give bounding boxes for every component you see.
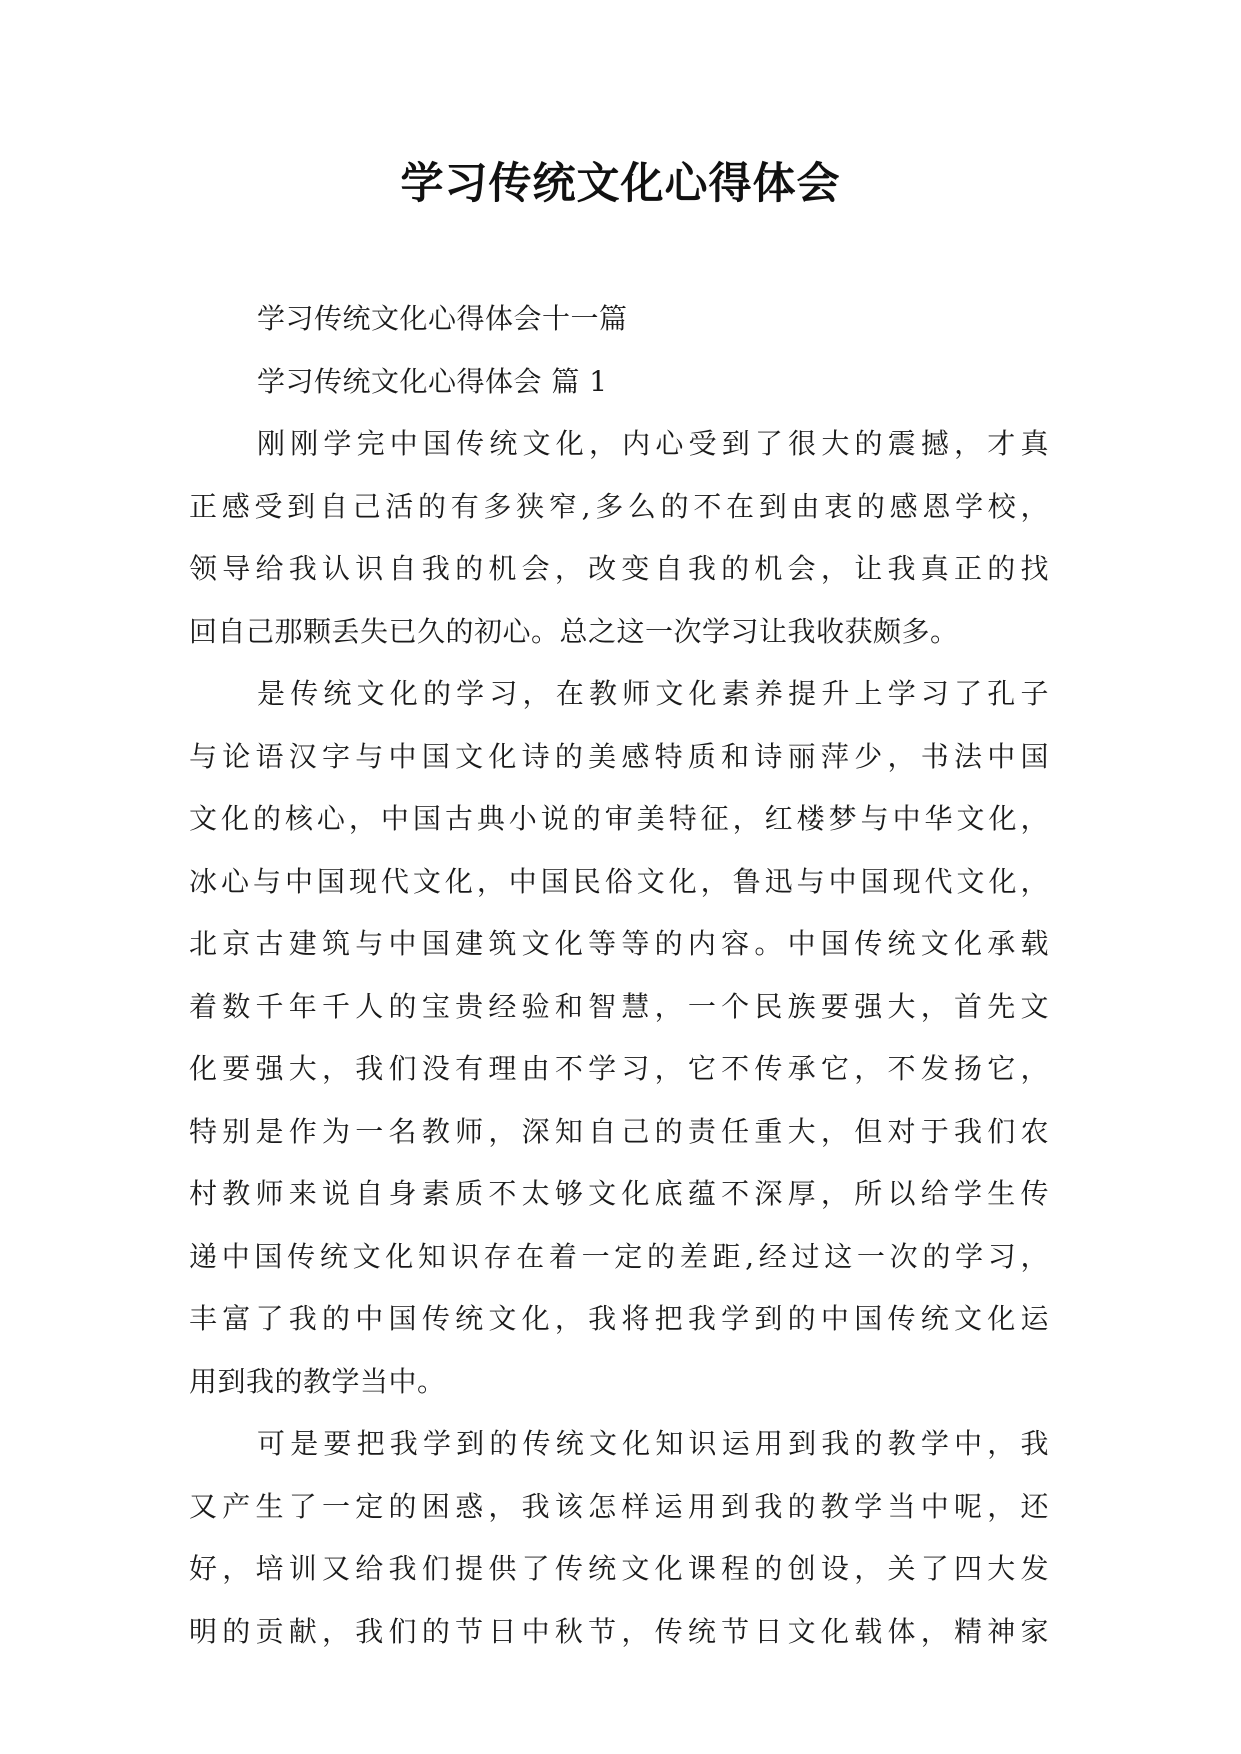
- text-line: 北京古建筑与中国建筑文化等等的内容。中国传统文化承载: [189, 927, 1049, 960]
- text-line: 与论语汉字与中国文化诗的美感特质和诗丽萍少，书法中国: [189, 739, 1049, 773]
- text-line: 用到我的教学当中。: [189, 1364, 446, 1398]
- document-body: [189, 288, 1049, 1663]
- text-line: 冰心与中国现代文化，中国民俗文化，鲁迅与中国现代文化，: [189, 864, 1049, 898]
- text-line: 正感受到自己活的有多狭窄,多么的不在到由衷的感恩学校，: [189, 489, 1049, 523]
- text-line: 村教师来说自身素质不太够文化底蕴不深厚，所以给学生传: [189, 1177, 1049, 1210]
- text-line: 递中国传统文化知识存在着一定的差距,经过这一次的学习，: [189, 1239, 1049, 1273]
- text-line: 刚刚学完中国传统文化，内心受到了很大的震撼，才真: [257, 427, 1049, 460]
- text-line: 回自己那颗丢失已久的初心。总之这一次学习让我收获颇多。: [189, 614, 959, 648]
- text-line: 学习传统文化心得体会 篇 1: [257, 364, 608, 398]
- text-line: 好，培训又给我们提供了传统文化课程的创设，关了四大发: [189, 1552, 1049, 1585]
- text-line: 丰富了我的中国传统文化，我将把我学到的中国传统文化运: [189, 1302, 1049, 1335]
- text-line: 明的贡献，我们的节日中秋节，传统节日文化载体，精神家: [189, 1614, 1049, 1648]
- text-line: 化要强大，我们没有理由不学习，它不传承它，不发扬它，: [189, 1052, 1049, 1085]
- text-line: 是传统文化的学习，在教师文化素养提升上学习了孔子: [257, 677, 1049, 710]
- text-line: 学习传统文化心得体会十一篇: [257, 302, 628, 335]
- text-line: 特别是作为一名教师，深知自己的责任重大，但对于我们农: [189, 1114, 1049, 1148]
- text-line: 文化的核心，中国古典小说的审美特征，红楼梦与中华文化，: [189, 802, 1049, 835]
- text-line: 又产生了一定的困惑，我该怎样运用到我的教学当中呢，还: [189, 1489, 1049, 1523]
- text-line: 领导给我认识自我的机会，改变自我的机会，让我真正的找: [189, 552, 1049, 585]
- document-title: 学习传统文化心得体会: [400, 159, 841, 209]
- text-line: 着数千年千人的宝贵经验和智慧，一个民族要强大，首先文: [189, 989, 1049, 1023]
- text-line: 可是要把我学到的传统文化知识运用到我的教学中，我: [257, 1427, 1049, 1460]
